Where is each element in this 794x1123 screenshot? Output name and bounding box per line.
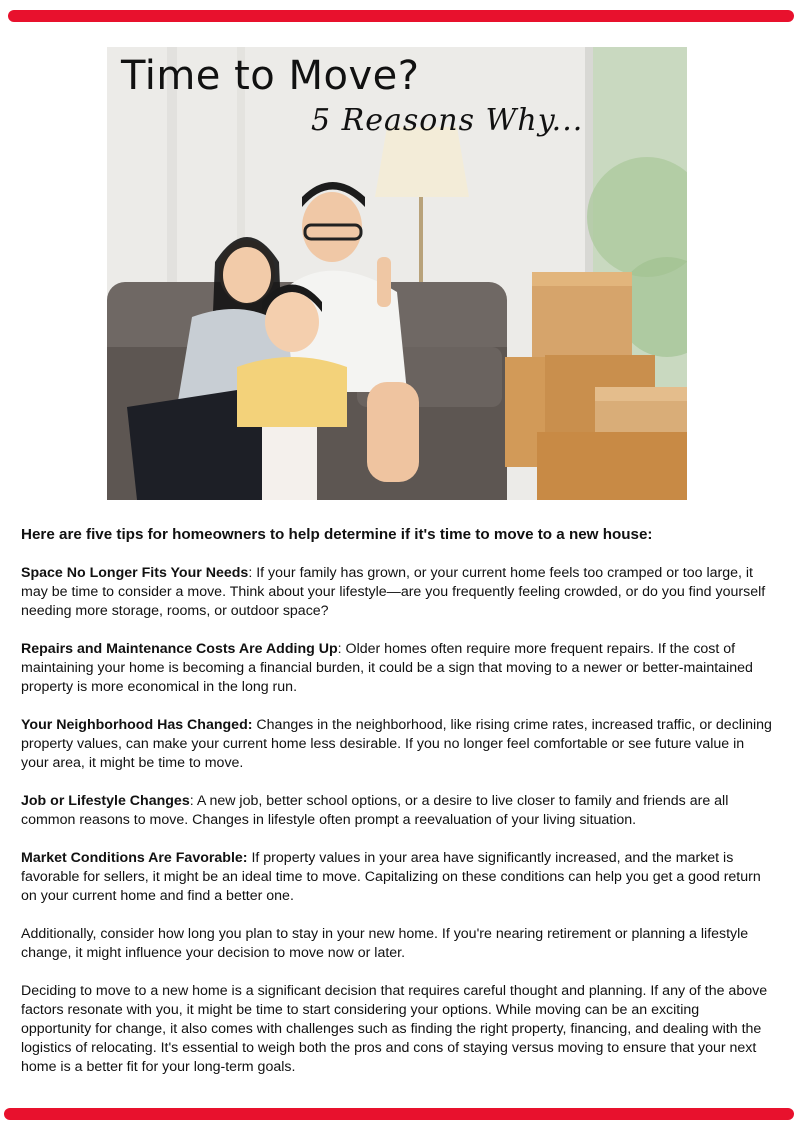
tip-text: If your family has grown, or your current home feels too cramped or too large, it may be time to consider a move. Think about your lifestyle—are you frequently feeling crowded, or do you find yourself needing more storage, rooms, or outdoor space? — [21, 565, 766, 619]
tip-space — [21, 564, 773, 621]
tip-text: Changes in the neighborhood, like rising crime rates, increased traffic, or declining property values, can make your current home less desirable. If you no longer feel comfortable or see future value in your area, it might be time to move. — [21, 717, 772, 771]
hero-subtitle: 5 Reasons Why... — [311, 103, 584, 138]
top-accent-bar — [8, 10, 794, 22]
tip-separator: : — [189, 793, 197, 809]
hero-photo — [107, 47, 687, 500]
hero-title: Time to Move? — [121, 53, 420, 99]
tip-repairs — [21, 640, 773, 697]
tip-text: Older homes often require more frequent repairs. If the cost of maintaining your home is becoming a financial burden, it could be a sign that moving to a newer or better-maintained property is more economical in the long run. — [21, 641, 753, 695]
tip-heading: Your Neighborhood Has Changed: — [21, 717, 253, 733]
tip-heading: Market Conditions Are Favorable: — [21, 850, 248, 866]
tip-job-lifestyle — [21, 792, 773, 830]
tip-text: A new job, better school options, or a desire to live closer to family and friends are all common reasons to move. Changes in lifestyle often prompt a reevaluation of your living situation. — [21, 793, 729, 828]
tip-heading: Space No Longer Fits Your Needs — [21, 565, 249, 581]
tip-separator: : — [337, 641, 346, 657]
bottom-accent-bar — [4, 1108, 794, 1120]
tip-separator: : — [248, 565, 257, 581]
tip-heading: Repairs and Maintenance Costs Are Adding Up — [21, 641, 338, 657]
article-body — [21, 525, 773, 1096]
tip-market — [21, 849, 773, 906]
intro-heading: Here are five tips for homeowners to help determine if it's time to move to a new house: — [21, 526, 653, 543]
closing-paragraph: Deciding to move to a new home is a significant decision that requires careful thought and planning. If any of the above factors resonate with you, it might be time to start considering your options. While moving can be an exciting opportunity for change, it also comes with challenges such as finding the right property, financing, and dealing with the logistics of relocating. It's essential to weigh both the pros and cons of staying versus moving to ensure that your next home is a better fit for your long-term goals. — [21, 983, 768, 1075]
tip-heading: Job or Lifestyle Changes — [21, 793, 190, 809]
tip-neighborhood — [21, 716, 773, 773]
tip-text: If property values in your area have significantly increased, and the market is favorable for sellers, it might be an ideal time to move. Capitalizing on these conditions can help you get a good return on your current home and find a better one. — [21, 850, 761, 904]
closing-paragraph: Additionally, consider how long you plan to stay in your new home. If you're nearing retirement or planning a lifestyle change, it might influence your decision to move now or later. — [21, 926, 749, 961]
